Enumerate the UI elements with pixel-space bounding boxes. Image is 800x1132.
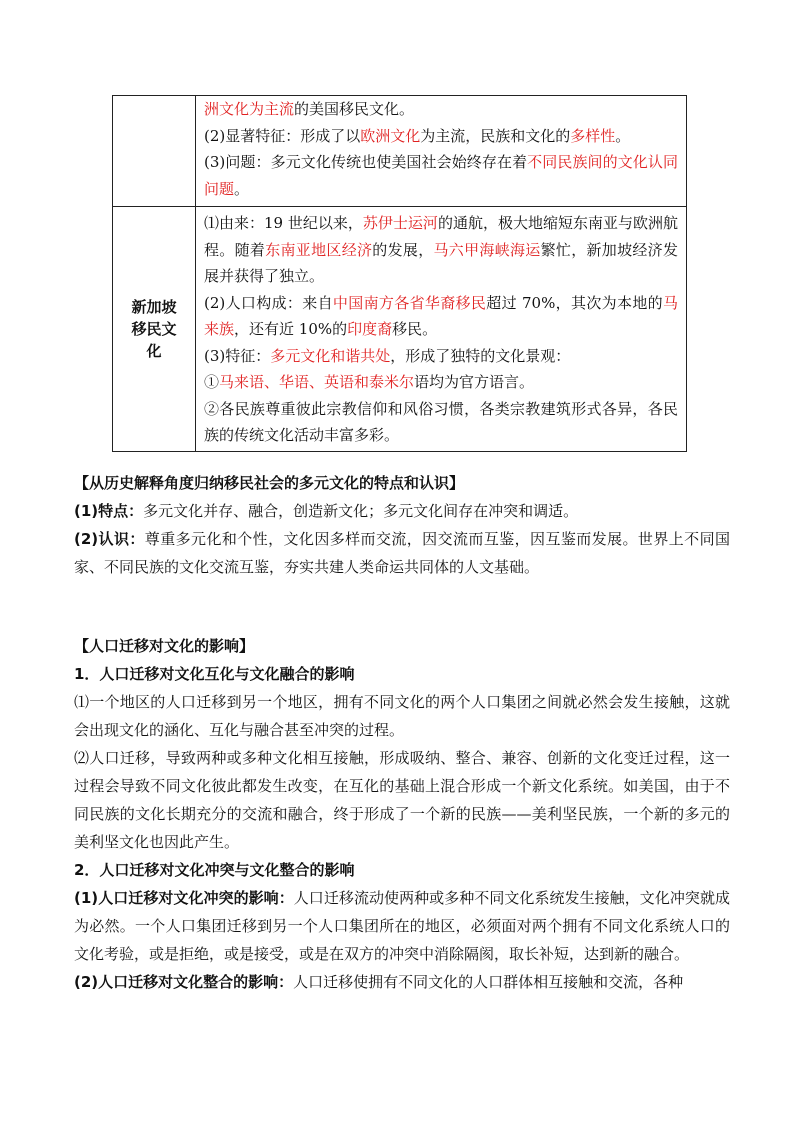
paragraph-4: (2)人口迁移对文化整合的影响：人口迁移使拥有不同文化的人口群体相互接触和交流，各种 — [74, 973, 684, 991]
subheading-2: 2．人口迁移对文化冲突与文化整合的影响 — [74, 861, 355, 879]
row-label-singapore: 新加坡移民文化 — [113, 207, 196, 452]
row-label-empty — [113, 96, 196, 207]
us-line-2: (2)显著特征：形成了以欧洲文化为主流，民族和文化的多样性。 — [204, 126, 631, 145]
section-multicultural — [74, 469, 730, 581]
us-line-3: (3)问题：多元文化传统也使美国社会始终存在着不同民族间的文化认同问题。 — [204, 153, 678, 198]
paragraph-2: ⑵人口迁移，导致两种或多种文化相互接触，形成吸纳、整合、兼容、创新的文化变迁过程，这一过程会导致不同文化彼此都发生改变，在互化的基础上混合形成一个新文化系统。如美国，由于不同民族的文化长期充分的交流和融合，终于形成了一个新的民族——美利坚民族，一个新的多元的美利坚文化也因此产生。 — [74, 749, 730, 851]
sg-languages: ①马来语、华语、英语和泰米尔语均为官方语言。 — [204, 373, 535, 391]
migration-culture-table — [112, 95, 687, 452]
section-migration-impact — [74, 632, 730, 996]
singapore-cell — [196, 207, 687, 452]
table-row-singapore — [113, 207, 687, 452]
section-heading: 【人口迁移对文化的影响】 — [74, 637, 255, 655]
sg-features: (3)特征：多元文化和谐共处，形成了独特的文化景观： — [204, 346, 571, 365]
section-heading: 【从历史解释角度归纳移民社会的多元文化的特点和认识】 — [74, 474, 465, 492]
sg-population: (2)人口构成：来自中国南方各省华裔移民超过 70%，其次为本地的马来族，还有近 10%的印度裔移民。 — [204, 293, 679, 338]
paragraph-3: (1)人口迁移对文化冲突的影响：人口迁移流动使两种或多种不同文化系统发生接触，文化冲突就成为必然。一个人口集团迁移到另一个人口集团所在的地区，必须面对两个拥有不同文化系统人口的文化考验，或是拒绝，或是接受，或是在双方的冲突中消除隔阂，取长补短，达到新的融合。 — [74, 889, 730, 963]
sg-religion: ②各民族尊重彼此宗教信仰和风俗习惯，各类宗教建筑形式各异，各民族的传统文化活动丰富多彩。 — [204, 399, 678, 444]
us-migration-cell — [196, 96, 687, 207]
feature-item: (1)特点：多元文化并存、融合，创造新文化；多元文化间存在冲突和调适。 — [74, 502, 579, 520]
us-line-1: 洲文化为主流的美国移民文化。 — [204, 100, 415, 118]
insight-item: (2)认识：尊重多元化和个性，文化因多样而交流，因交流而互鉴，因互鉴而发展。世界上不同国家、不同民族的文化交流互鉴，夯实共建人类命运共同体的人文基础。 — [74, 530, 730, 576]
subheading-1: 1．人口迁移对文化互化与文化融合的影响 — [74, 665, 355, 683]
table-row-us-migration — [113, 96, 687, 207]
sg-origin: ⑴由来：19 世纪以来，苏伊士运河的通航，极大地缩短东南亚与欧洲航程。随着东南亚地区经济的发展，马六甲海峡海运繁忙，新加坡经济发展并获得了独立。 — [204, 214, 678, 285]
paragraph-1: ⑴一个地区的人口迁移到另一个地区，拥有不同文化的两个人口集团之间就必然会发生接触，这就会出现文化的涵化、互化与融合甚至冲突的过程。 — [74, 693, 730, 739]
